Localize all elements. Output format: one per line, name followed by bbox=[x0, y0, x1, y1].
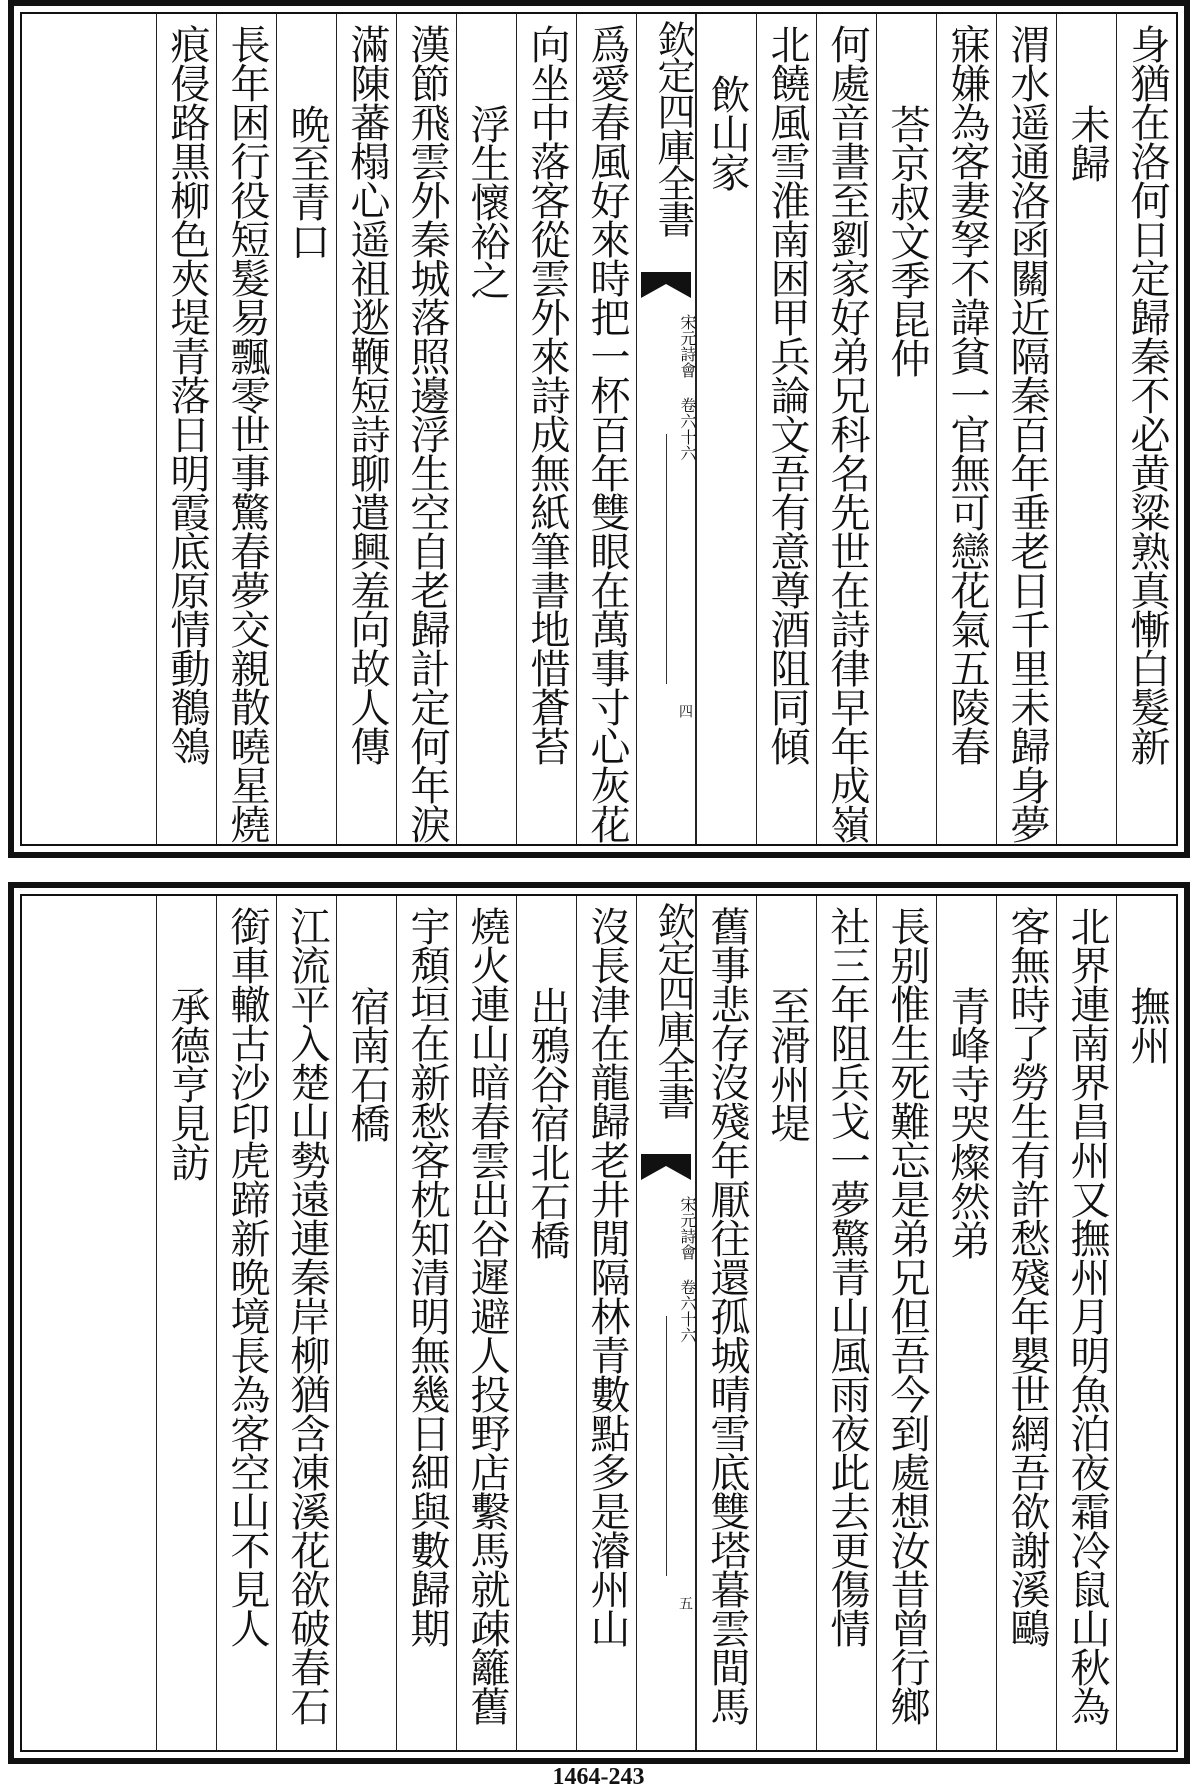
poem-line: 北界連南界昌州又撫州月明魚泊夜霜冷鼠山秋為 bbox=[1064, 906, 1110, 1725]
spine bbox=[636, 896, 696, 1750]
poem-title: 出鴉谷宿北石橋 bbox=[524, 986, 570, 1259]
column bbox=[996, 14, 1056, 844]
poem-line: 寐嫌為客妻孥不諱貧一官無可戀花氣五陵春 bbox=[944, 24, 990, 765]
column bbox=[156, 896, 216, 1750]
spine-volume: 宋元詩會 卷六十六 bbox=[678, 1196, 697, 1343]
column-empty bbox=[18, 14, 156, 844]
column-empty bbox=[18, 896, 156, 1750]
spine-rule bbox=[666, 1316, 667, 1576]
poem-line: 北饒風雪淮南困甲兵論文吾有意尊酒阻同傾 bbox=[764, 24, 810, 765]
spine-title: 欽定四庫全書 bbox=[651, 902, 695, 1118]
spine-volume: 宋元詩會 卷六十六 bbox=[678, 314, 697, 461]
fish-tail-ornament bbox=[641, 272, 691, 298]
column bbox=[1116, 896, 1176, 1750]
poem-title: 至滑州堤 bbox=[764, 986, 810, 1142]
column bbox=[336, 896, 396, 1750]
column bbox=[876, 14, 936, 844]
poem-title: 青峰寺哭燦然弟 bbox=[944, 986, 990, 1259]
poem-line: 痕侵路黒柳色夾堤青落日明霞底原情動鶺鴒 bbox=[164, 24, 210, 765]
poem-line: 漢節飛雲外秦城落照邊浮生空自老歸計定何年淚 bbox=[404, 24, 450, 843]
column bbox=[1056, 14, 1116, 844]
poem-line: 社三年阻兵戈一夢驚青山風雨夜此去更傷情 bbox=[824, 906, 870, 1647]
spine bbox=[636, 14, 696, 844]
column bbox=[276, 14, 336, 844]
poem-line: 沒長津在龍歸老井閒隔林青數點多是濬州山 bbox=[584, 906, 630, 1647]
column bbox=[756, 896, 816, 1750]
column bbox=[576, 14, 636, 844]
poem-title: 晩至青口 bbox=[284, 104, 330, 260]
column bbox=[516, 14, 576, 844]
column bbox=[1056, 896, 1116, 1750]
poem-line: 渭水遥通洛函關近隔秦百年垂老日千里未歸身夢 bbox=[1004, 24, 1050, 843]
poem-title: 未歸 bbox=[1064, 104, 1110, 182]
column bbox=[516, 896, 576, 1750]
column bbox=[756, 14, 816, 844]
column bbox=[816, 896, 876, 1750]
poem-title: 撫州 bbox=[1124, 986, 1170, 1064]
poem-line: 身猶在洛何日定歸秦不必黄粱熟真慚白髮新 bbox=[1124, 24, 1170, 765]
column bbox=[456, 896, 516, 1750]
poem-title: 荅京叔文季昆仲 bbox=[884, 104, 930, 377]
top-page-frame bbox=[20, 12, 1178, 846]
column bbox=[276, 896, 336, 1750]
column bbox=[456, 14, 516, 844]
poem-line: 銜車轍古沙印虎蹄新晩境長為客空山不見人 bbox=[224, 906, 270, 1647]
poem-line: 舊事悲存沒殘年厭往還孤城晴雪底雙塔暮雲間馬 bbox=[704, 906, 750, 1725]
poem-title: 宿南石橋 bbox=[344, 986, 390, 1142]
column bbox=[576, 896, 636, 1750]
column bbox=[696, 14, 756, 844]
column bbox=[216, 896, 276, 1750]
poem-title: 浮生懷裕之 bbox=[464, 104, 510, 299]
poem-line: 長别惟生死難忘是弟兄但吾今到處想汝昔曾行鄉 bbox=[884, 906, 930, 1725]
poem-line: 向坐中落客從雲外來詩成無紙筆書地惜蒼苔 bbox=[524, 24, 570, 765]
column bbox=[876, 896, 936, 1750]
page-footer-number: 1464-243 bbox=[552, 1764, 645, 1790]
bottom-page-frame bbox=[20, 894, 1178, 1752]
poem-line: 何處音書至劉家好弟兄科名先世在詩律早年成嶺 bbox=[824, 24, 870, 843]
bottom-page bbox=[8, 882, 1190, 1764]
column bbox=[216, 14, 276, 844]
column bbox=[336, 14, 396, 844]
column bbox=[936, 14, 996, 844]
column bbox=[396, 14, 456, 844]
poem-line: 長年困行役短髮易飄零世事驚春夢交親散曉星燒 bbox=[224, 24, 270, 843]
poem-line: 爲愛春風好來時把一杯百年雙眼在萬事寸心灰花 bbox=[584, 24, 630, 843]
spine-rule bbox=[666, 434, 667, 684]
poem-line: 客無時了勞生有許愁殘年嬰世網吾欲謝溪鷗 bbox=[1004, 906, 1050, 1647]
poem-line: 滿陳蕃榻心遥祖逖鞭短詩聊遣興羞向故人傳 bbox=[344, 24, 390, 765]
spine-title: 欽定四庫全書 bbox=[651, 20, 695, 236]
column bbox=[696, 896, 756, 1750]
spine-page-number: 五 bbox=[677, 1596, 693, 1610]
top-page bbox=[8, 0, 1190, 858]
column bbox=[936, 896, 996, 1750]
column bbox=[1116, 14, 1176, 844]
poem-line: 江流平入楚山勢遠連秦岸柳猶含凍溪花欲破春石 bbox=[284, 906, 330, 1725]
poem-title: 承德亨見訪 bbox=[164, 986, 210, 1181]
column bbox=[816, 14, 876, 844]
poem-line: 宇頽垣在新愁客枕知清明無幾日細與數歸期 bbox=[404, 906, 450, 1647]
spine-page-number: 四 bbox=[677, 704, 693, 718]
column bbox=[396, 896, 456, 1750]
column bbox=[996, 896, 1056, 1750]
poem-title: 飲山家 bbox=[704, 74, 750, 191]
column bbox=[156, 14, 216, 844]
poem-line: 燒火連山暗春雲出谷遲避人投野店繫馬就疎籬舊 bbox=[464, 906, 510, 1725]
fish-tail-ornament bbox=[641, 1154, 691, 1180]
